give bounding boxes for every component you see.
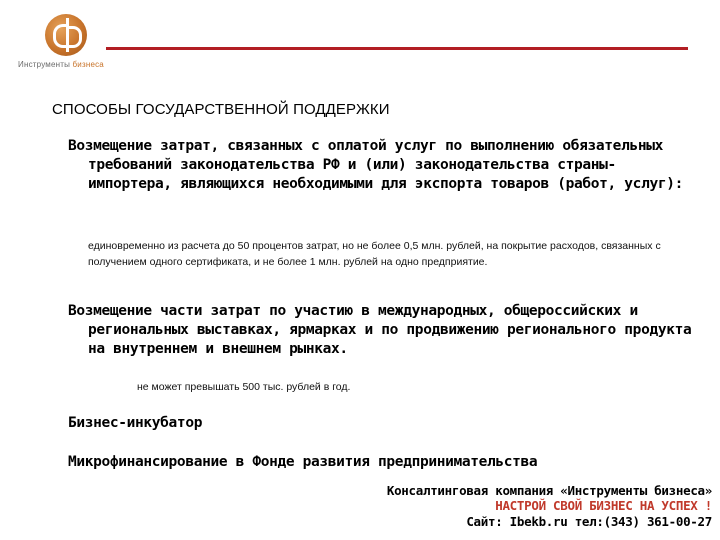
footer-slogan: НАСТРОЙ СВОЙ БИЗНЕС НА УСПЕХ !: [495, 498, 712, 513]
support-item-heading: Возмещение части затрат по участию в международных, общероссийских и региональных выставках, ярмарках и по продвижению регионального продукта на внутреннем и внешнем рынках.: [68, 303, 692, 357]
company-logo: [45, 14, 87, 56]
support-item-cost-compensation: [68, 137, 698, 194]
support-item-microfinance: [68, 453, 708, 472]
support-item-incubator: [68, 414, 678, 433]
support-item-exhibitions: [68, 302, 698, 359]
footer-company: Консалтинговая компания «Инструменты бизнеса»: [386, 483, 712, 498]
support-item-heading: Бизнес-инкубатор: [68, 415, 203, 431]
support-item-heading: Микрофинансирование в Фонде развития предпринимательства: [68, 454, 538, 470]
header-divider: [106, 47, 688, 50]
slide-title: СПОСОБЫ ГОСУДАРСТВЕННОЙ ПОДДЕРЖКИ: [52, 101, 390, 118]
logo-text-part1: Инструменты: [18, 60, 71, 69]
footer-contacts: Сайт: Ibekb.ru тел:(343) 361-00-27: [466, 514, 712, 529]
logo-text: [18, 60, 104, 69]
support-item-heading: Возмещение затрат, связанных с оплатой услуг по выполнению обязательных требований законодательства РФ и (или) законодательства страны-импортера, являющихся необходимыми для экспорта товаров (работ, услуг):: [68, 138, 683, 192]
support-item-note: единовременно из расчета до 50 процентов затрат, но не более 0,5 млн. рублей, на покрытие расходов, связанных с получением одного сертификата, и не более 1 млн. рублей на одно предприятие.: [88, 240, 661, 268]
logo-text-part2: бизнеса: [70, 60, 104, 69]
support-item-note: не может превышать 500 тыс. рублей в год.: [137, 381, 351, 393]
